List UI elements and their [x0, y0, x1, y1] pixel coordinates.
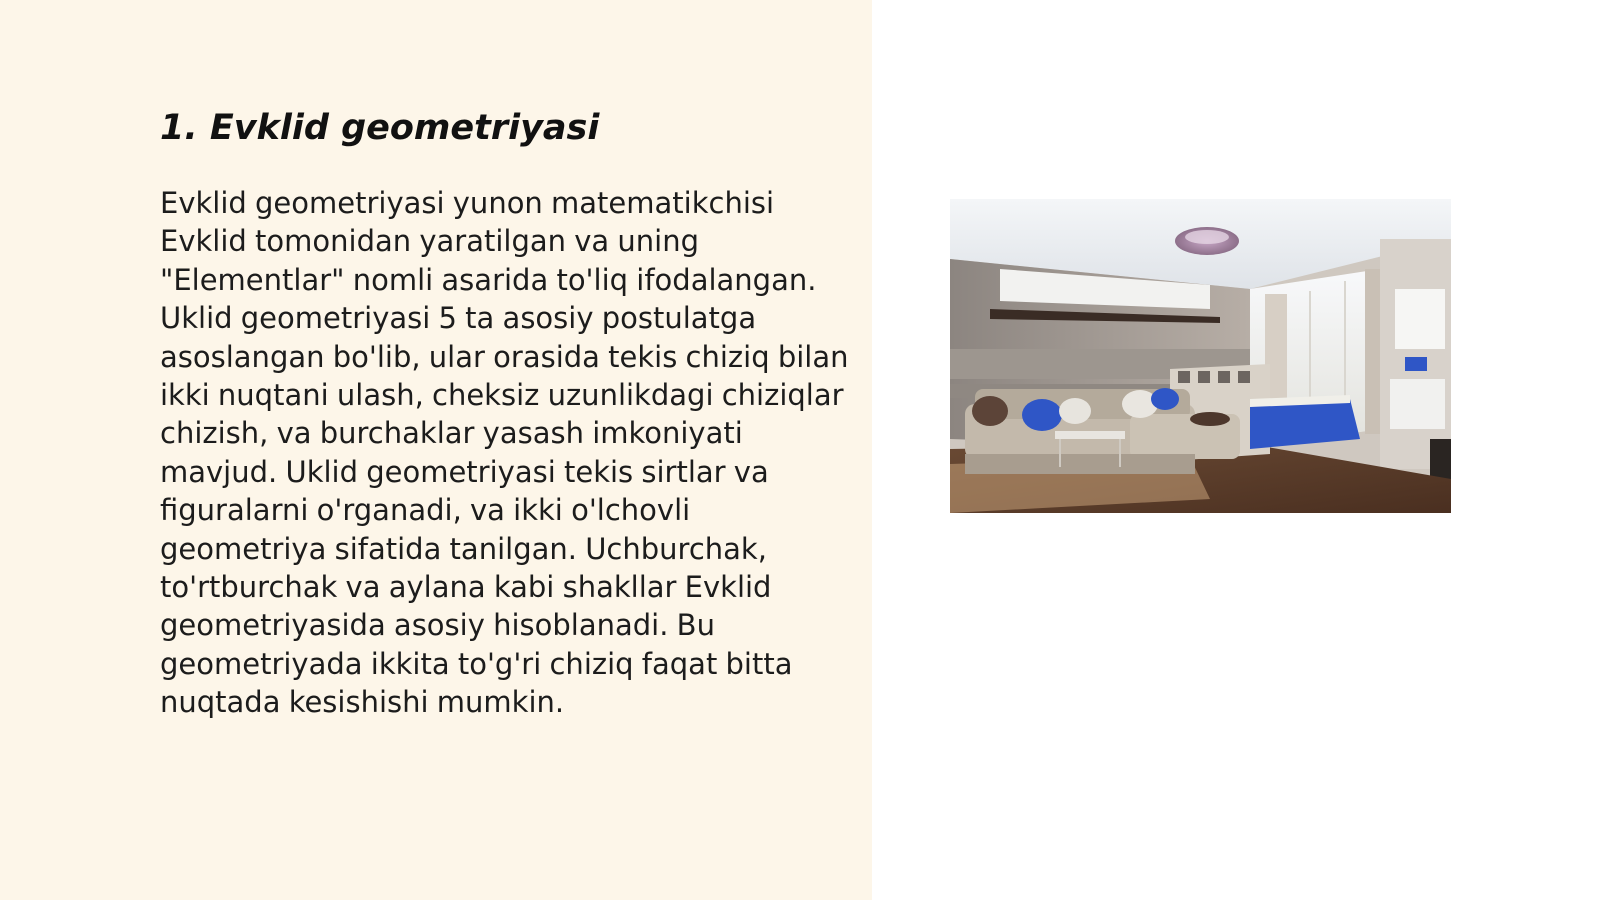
living-room-photo [950, 199, 1451, 513]
slide-title: 1. Evklid geometriyasi [160, 108, 600, 148]
slide-body-text: Evklid geometriyasi yunon matematikchisi Evklid tomonidan yaratilgan va uning "Elementlar" nomli asarida to'liq ifodalangan. Uklid geometriyasi 5 ta asosiy postulatga asoslangan bo'lib, ular orasida tekis chiziq bilan ikki nuqtani ulash, cheksiz uzunlikdagi chiziqlar chizish, va burchaklar yasash imkoniyati mavjud. Uklid geometriyasi tekis sirtlar va figuralarni o'rganadi, va ikki o'lchovli geometriya sifatida tanilgan. Uchburchak, to'rtburchak va aylana kabi shakllar Evklid geometriyasida asosiy hisoblanadi. Bu geometriyada ikkita to'g'ri chiziq faqat bitta nuqtada kesishishi mumkin. [160, 186, 849, 720]
